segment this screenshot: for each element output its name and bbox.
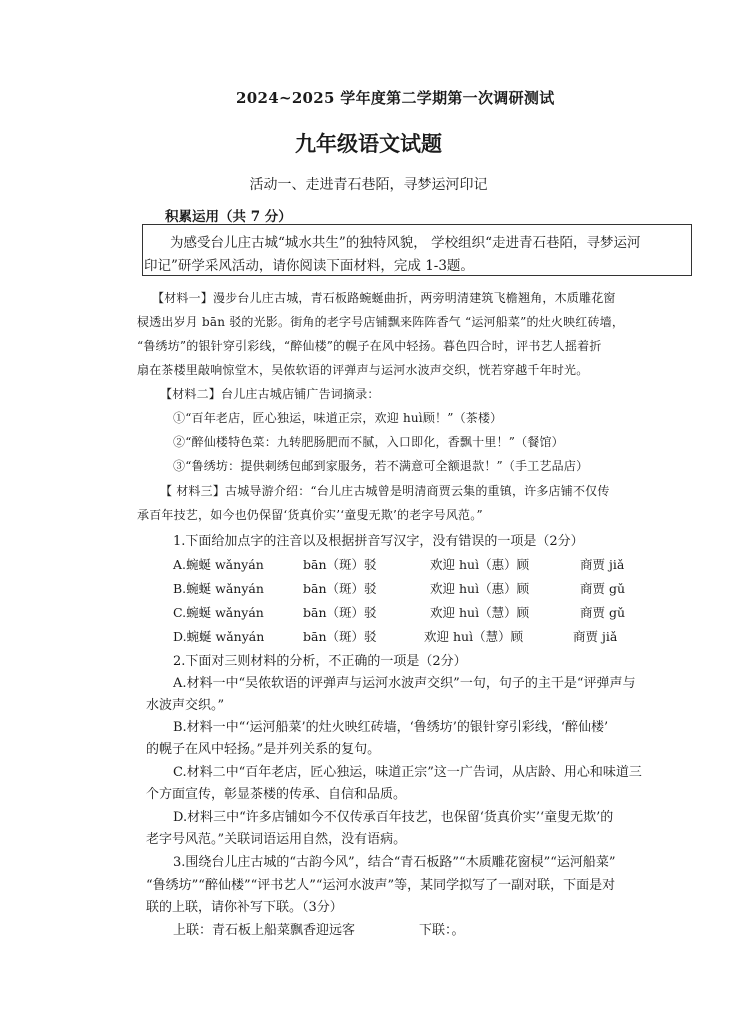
q1-option-b-4: 商贾 gǔ	[580, 581, 626, 596]
intro-line-1: 为感受台儿庄古城“城水共生”的独特风貌， 学校组织“走进青石巷陌，寻梦运河	[170, 235, 641, 251]
q1-option-d-3: 欢迎 huì（慧）顾	[424, 629, 524, 644]
couplet-lower: 下联：。	[419, 923, 465, 938]
q2-stem: 2.下面对三则材料的分析，不正确的一项是（2分）	[173, 654, 467, 669]
page-title: 九年级语文试题	[295, 131, 442, 156]
q1-option-c-2: bān（斑）驳	[303, 605, 377, 620]
q1-option-b-2: bān（斑）驳	[303, 581, 377, 596]
q2-line-7: D.材料三中“许多店铺如今不仅传承百年技艺，也保留‘货真价实’‘童叟无欺’的	[173, 810, 614, 825]
material-3-line-2: 承百年技艺，如今也仍保留‘货真价实’‘童叟无欺’的老字号风范。”	[137, 508, 483, 522]
q1-option-c-1: C.蜿蜒 wǎnyán	[173, 605, 264, 620]
q1-option-a-1: A.蜿蜒 wǎnyán	[173, 557, 264, 572]
material-2-item-1: ①“百年老店，匠心独运，味道正宗，欢迎 huì顾！”（茶楼）	[173, 411, 503, 425]
q2-line-1: A.材料一中“吴侬软语的评弹声与运河水波声交织”一句，句子的主干是“评弹声与	[173, 676, 636, 691]
q1-option-b-3: 欢迎 huì（惠）顾	[430, 581, 530, 596]
couplet-upper: 上联：青石板上船菜飘香迎远客	[173, 923, 356, 938]
q1-option-a-4: 商贾 jiǎ	[580, 557, 625, 572]
q1-option-d-1: D.蜿蜒 wǎnyán	[173, 629, 265, 644]
material-1-line-4: 扇在茶楼里敲响惊堂木，吴侬软语的评弹声与运河水波声交织，恍若穿越千年时光。	[137, 363, 589, 377]
q1-option-a-2: bān（斑）驳	[303, 557, 377, 572]
q2-line-8: 老字号风范。”关联词语运用自然，没有语病。	[146, 832, 407, 847]
q1-option-b-1: B.蜿蜒 wǎnyán	[173, 581, 264, 596]
q2-line-2: 水波声交织。”	[146, 698, 225, 713]
material-3-line-1: 【 材料三】古城导游介绍：“台儿庄古城曾是明清商贾云集的重镇，许多店铺不仅传	[160, 484, 610, 498]
intro-line-2: 印记”研学采风活动，请你阅读下面材料，完成 1-3题。	[144, 258, 474, 274]
intro-box	[142, 224, 692, 276]
section-heading: 积累运用（共 7 分）	[165, 209, 292, 225]
q1-option-c-3: 欢迎 huì（慧）顾	[430, 605, 530, 620]
q1-option-d-4: 商贾 jiǎ	[573, 629, 618, 644]
q1-option-c-4: 商贾 gǔ	[580, 605, 626, 620]
activity-heading: 活动一、走进青石巷陌，寻梦运河印记	[249, 177, 488, 193]
material-2-item-3: ③“鲁绣坊：提供刺绣包邮到家服务，若不满意可全额退款！”（手工艺品店）	[173, 459, 589, 473]
material-2-heading: 【材料二】台儿庄古城店铺广告词摘录：	[160, 387, 380, 401]
q1-stem: 1.下面给加点字的注音以及根据拼音写汉字，没有错误的一项是（2分）	[173, 534, 584, 549]
q2-line-5: C.材料二中“百年老店，匠心独运，味道正宗”这一广告词，从店龄、用心和味道三	[173, 765, 642, 780]
q3-line-3: 联的上联，请你补写下联。（3分）	[146, 900, 343, 915]
q3-line-1: 3.围绕台儿庄古城的“古韵今风”，结合“青石板路”“木质雕花窗棂”“运河船菜”	[173, 855, 616, 870]
material-1-line-2: 棂透出岁月 bān 驳的光影。街角的老字号店铺飘来阵阵香气 “运河船菜”的灶火映红砖墙，	[137, 315, 625, 329]
material-2-item-2: ②“醉仙楼特色菜：九转肥肠肥而不腻，入口即化，香飘十里！”（餐馆）	[173, 435, 564, 449]
material-1-line-1: 【材料一】漫步台儿庄古城，青石板路蜿蜒曲折，两旁明清建筑飞檐翘角，木质雕花窗	[152, 291, 616, 305]
q2-line-4: 的幌子在风中轻扬。”是并列关系的复句。	[146, 742, 381, 757]
q1-option-d-2: bān（斑）驳	[303, 629, 377, 644]
q2-line-3: B.材料一中“‘运河船菜’的灶火映红砖墙，‘鲁绣坊’的银针穿引彩线，‘醉仙楼’	[173, 720, 609, 735]
q1-option-a-3: 欢迎 huì（惠）顾	[430, 557, 530, 572]
q3-line-2: “鲁绣坊”“醉仙楼”“评书艺人”“运河水波声”等，某同学拟写了一副对联，下面是对	[146, 878, 616, 893]
exam-year-line: 2024~2025 学年度第二学期第一次调研测试	[236, 89, 555, 107]
material-1-line-3: “鲁绣坊”的银针穿引彩线，“醉仙楼”的幌子在风中轻扬。暮色四合时，评书艺人摇着折	[137, 339, 602, 353]
q2-line-6: 个方面宣传，彰显茶楼的传承、自信和品质。	[146, 787, 407, 802]
